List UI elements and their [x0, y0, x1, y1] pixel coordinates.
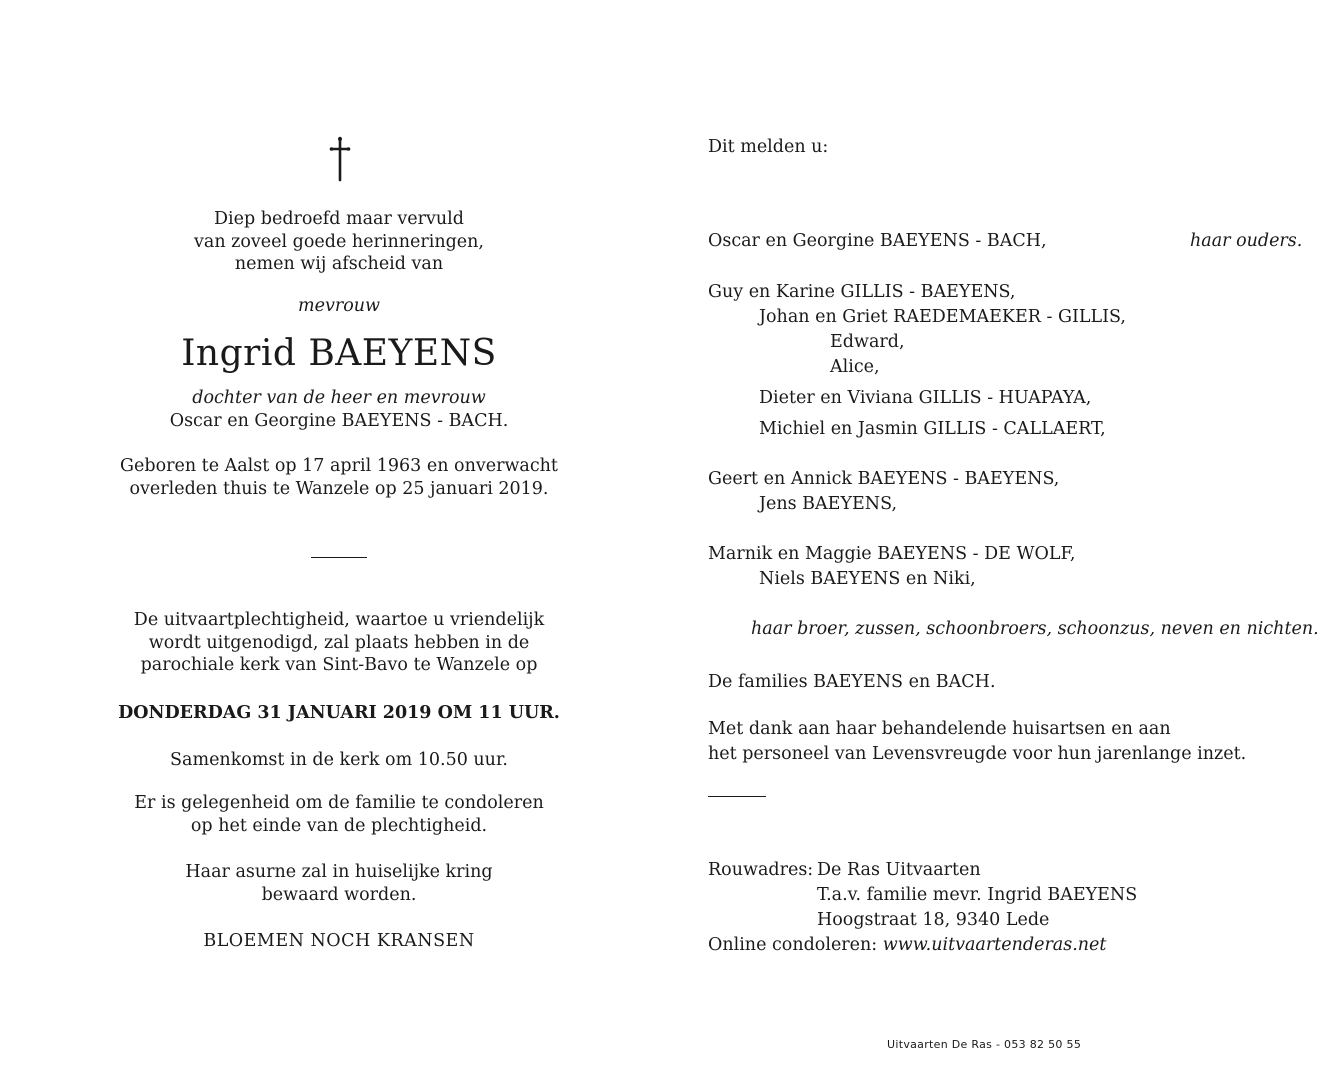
online-url-link[interactable]: www.uitvaartenderas.net: [882, 935, 1107, 955]
ceremony-line: De uitvaartplechtigheid, waartoe u vriendelijk: [133, 610, 545, 630]
thanks-line: het personeel van Levensvreugde voor hun jarenlange inzet.: [708, 744, 1247, 764]
online-label: Online condoleren:: [708, 935, 878, 955]
flowers-note: BLOEMEN NOCH KRANSEN: [203, 931, 475, 951]
divider-right: [708, 796, 766, 797]
parents-line: dochter van de heer en mevrouw: [192, 388, 486, 408]
intro-line: Diep bedroefd maar vervuld: [214, 209, 464, 229]
urn-line: Haar asurne zal in huiselijke kring: [185, 862, 493, 882]
families-line: De families BAEYENS en BACH.: [708, 672, 996, 692]
urn-text: [90, 861, 588, 906]
address-label: Rouwadres:: [708, 860, 814, 880]
announce-line: Dit melden u:: [708, 137, 829, 157]
family-line: Jens BAEYENS,: [759, 494, 898, 514]
intro-line: van zoveel goede herinneringen,: [194, 231, 484, 252]
parents-line: Oscar en Georgine BAEYENS - BACH.: [169, 410, 509, 431]
ceremony-line: wordt uitgenodigd, zal plaats hebben in de: [148, 632, 530, 653]
address-line: Hoogstraat 18, 9340 Lede: [817, 910, 1050, 930]
cross-icon: [324, 136, 356, 182]
relatives-role: haar broer, zussen, schoonbroers, schoonzus, neven en nichten.: [751, 619, 1319, 639]
urn-line: bewaard worden.: [261, 884, 417, 905]
family-line: Guy en Karine GILLIS - BAEYENS,: [708, 282, 1016, 302]
online-condolence: [708, 933, 1106, 958]
ceremony-date: DONDERDAG 31 JANUARI 2019 OM 11 UUR.: [118, 703, 560, 723]
address-line: De Ras Uitvaarten: [817, 860, 981, 880]
gathering-text: Samenkomst in de kerk om 10.50 uur.: [170, 750, 508, 770]
born-line: Geboren te Aalst op 17 april 1963 en onverwacht: [120, 456, 558, 476]
intro-text: [90, 208, 588, 276]
parents-role: haar ouders.: [1190, 231, 1303, 251]
parents-text: [90, 387, 588, 432]
family-line: Johan en Griet RAEDEMAEKER - GILLIS,: [759, 307, 1126, 327]
family-line: Geert en Annick BAEYENS - BAEYENS,: [708, 469, 1060, 489]
address-block: [817, 858, 1137, 933]
divider-left: [311, 557, 367, 558]
condolence-line: op het einde van de plechtigheid.: [190, 815, 488, 836]
family-line: Alice,: [830, 357, 880, 377]
condolence-line: Er is gelegenheid om de familie te condoleren: [134, 793, 544, 813]
parents-names: Oscar en Georgine BAEYENS - BACH,: [708, 231, 1047, 251]
born-died-text: [90, 455, 588, 500]
family-line: Niels BAEYENS en Niki,: [759, 569, 976, 589]
family-line: Michiel en Jasmin GILLIS - CALLAERT,: [759, 419, 1106, 439]
family-line: Dieter en Viviana GILLIS - HUAPAYA,: [759, 388, 1092, 408]
address-line: T.a.v. familie mevr. Ingrid BAEYENS: [817, 885, 1138, 905]
family-line: Marnik en Maggie BAEYENS - DE WOLF,: [708, 544, 1076, 564]
ceremony-text: [90, 609, 588, 677]
honorific: mevrouw: [298, 296, 380, 316]
footer-credit: Uitvaarten De Ras - 053 82 50 55: [887, 1038, 1082, 1051]
died-line: overleden thuis te Wanzele op 25 januari 2019.: [129, 478, 549, 499]
family-line: Edward,: [830, 332, 905, 352]
thanks-text: [708, 717, 1246, 767]
thanks-line: Met dank aan haar behandelende huisartsen en aan: [708, 719, 1171, 739]
intro-line: nemen wij afscheid van: [234, 254, 444, 274]
ceremony-line: parochiale kerk van Sint-Bavo te Wanzele op: [140, 655, 538, 675]
condolence-text: [90, 792, 588, 837]
deceased-name: Ingrid BAEYENS: [181, 333, 497, 374]
